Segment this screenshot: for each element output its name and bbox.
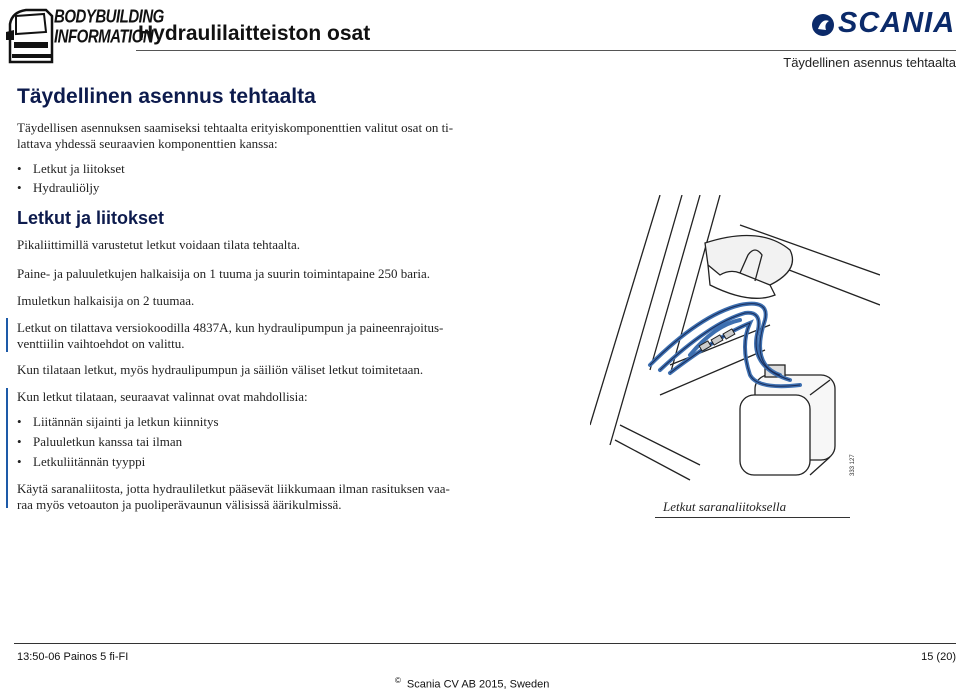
logo-line-1: BODYBUILDING [54, 6, 164, 28]
paragraph-line-2: venttiilin vaihtoehdot on valittu. [17, 336, 185, 351]
paragraph-line-1: Käytä saranaliitosta, jotta hydrauliletkut pääsevät liikkumaan ilman rasituksen vaa- [17, 481, 450, 496]
copyright [395, 676, 549, 691]
hydraulic-hoses-drawing [590, 195, 880, 495]
paragraph: Imuletkun halkaisija on 2 tuumaa. [17, 293, 195, 308]
paragraph: Paine- ja paluuletkujen halkaisija on 1 tuuma ja suurin toimintapaine 250 baria. [17, 266, 431, 281]
truck-icon [4, 2, 60, 68]
section-heading: Letkut ja liitokset [17, 208, 165, 228]
section-subtitle: Täydellinen asennus tehtaalta [783, 55, 956, 70]
paragraph-line-2: raa myös vetoauton ja puoliperävaunun välisissä äärikulmissä. [17, 497, 342, 512]
list-item: • Hydrauliöljy [17, 180, 99, 196]
list-item: • Paluuletkun kanssa tai ilman [17, 434, 182, 450]
paragraph: Pikaliittimillä varustetut letkut voidaan tilata tehtaalta. [17, 237, 301, 252]
change-marker [6, 388, 8, 508]
scania-logo [810, 7, 956, 40]
intro-line-1: Täydellisen asennuksen saamiseksi tehtaalta erityiskomponenttien valitut osat on ti- [17, 120, 454, 135]
change-marker [6, 318, 8, 352]
list-item: • Liitännän sijainti ja letkun kiinnitys [17, 414, 219, 430]
paragraph: Kun letkut tilataan, seuraavat valinnat ovat mahdollisia: [17, 389, 308, 404]
bodybuilding-logo [4, 2, 164, 68]
logo-line-2: INFORMATION [54, 26, 154, 48]
figure-id: 333 127 [850, 454, 856, 476]
paragraph-line-1: Letkut on tilattava versiokoodilla 4837A, kun hydraulipumpun ja paineenrajoitus- [17, 320, 444, 335]
griffin-icon [810, 12, 836, 38]
hose-illustration [590, 195, 880, 495]
header-divider [136, 50, 956, 51]
caption-underline [655, 517, 850, 518]
copyright-text: Scania CV AB 2015, Sweden [406, 678, 550, 691]
list-item: • Letkuliitännän tyyppi [17, 454, 145, 470]
document-number: 13:50-06 Painos 5 fi-FI [17, 651, 129, 663]
page-heading: Täydellinen asennus tehtaalta [17, 85, 316, 108]
footer-divider [14, 643, 956, 644]
paragraph: Kun tilataan letkut, myös hydraulipumpun ja säiliön väliset letkut toimitetaan. [17, 362, 424, 377]
copyright-symbol: © [395, 676, 401, 685]
page-number: 15 (20) [921, 651, 956, 663]
list-item: • Letkut ja liitokset [17, 161, 125, 177]
document-title: Hydraulilaitteiston osat [138, 22, 371, 45]
figure-caption: Letkut saranaliitoksella [663, 499, 787, 514]
intro-line-2: lattava yhdessä seuraavien komponenttien kanssa: [17, 136, 278, 151]
brand-name: SCANIA [838, 7, 956, 39]
